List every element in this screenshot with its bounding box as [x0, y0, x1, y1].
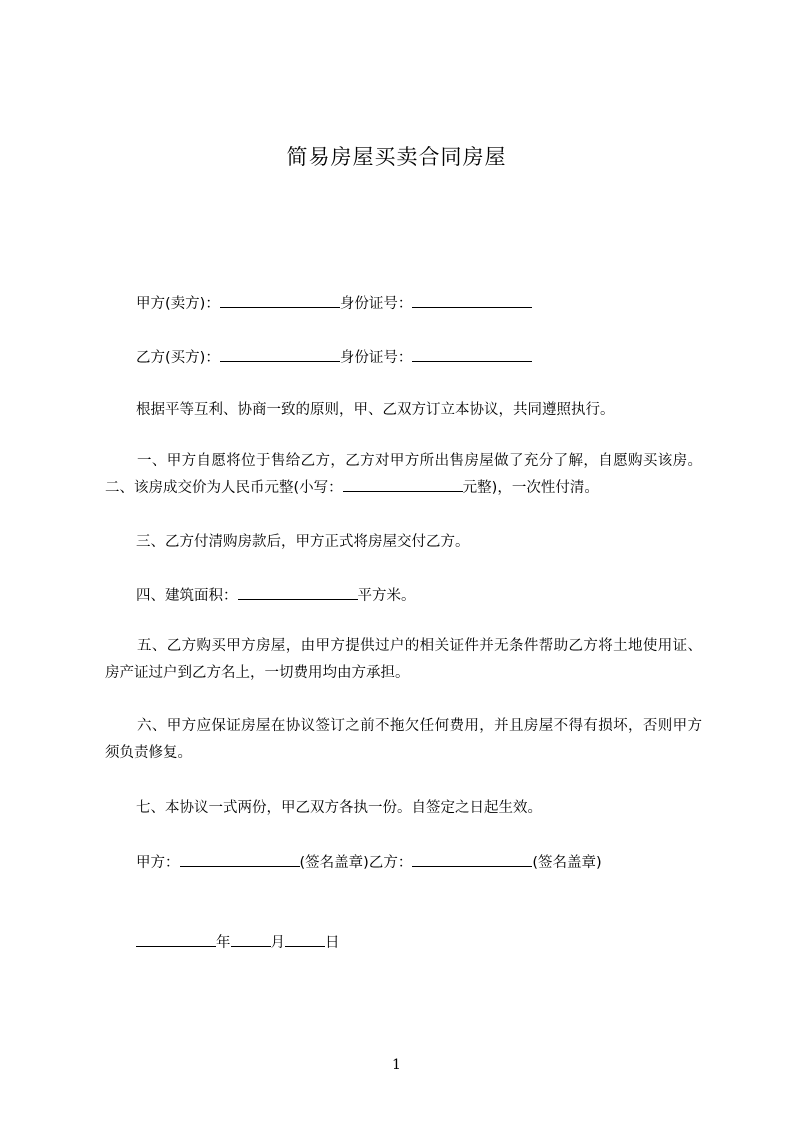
signature-party-b-label: 乙方： [368, 855, 413, 871]
signature-party-b-blank[interactable] [412, 851, 532, 867]
signature-line [136, 851, 602, 873]
clause-7: 七、本协议一式两份，甲乙双方各执一份。自签定之日起生效。 [136, 800, 542, 816]
party-a-id-blank[interactable] [412, 292, 532, 308]
clause-4-label: 四、建筑面积： [136, 588, 238, 604]
intro-text: 根据平等互利、协商一致的原则，甲、乙双方订立本协议，共同遵照执行。 [136, 402, 615, 418]
signature-party-a-note: (签名盖章) [299, 855, 369, 871]
date-year-label: 年 [216, 935, 231, 951]
area-blank[interactable] [238, 584, 358, 600]
date-month-label: 月 [270, 935, 285, 951]
party-a-line [136, 292, 532, 314]
party-b-label: 乙方(买方)： [136, 350, 220, 366]
clause-4 [136, 584, 416, 606]
clause-6: 六、甲方应保证房屋在协议签订之前不拖欠任何费用，并且房屋不得有损坏，否则甲方须负责修复。 [105, 718, 702, 761]
signature-party-a-label: 甲方： [136, 855, 180, 871]
document-title: 简易房屋买卖合同房屋 [286, 145, 507, 169]
party-b-name-blank[interactable] [220, 346, 340, 362]
party-a-label: 甲方(卖方)： [136, 296, 220, 312]
date-line [136, 931, 340, 953]
page-number: 1 [392, 1057, 401, 1073]
clause-1-2 [105, 448, 702, 502]
clause-1-2-text: 一、甲方自愿将位于售给乙方，乙方对甲方所出售房屋做了充分了解，自愿购买该房。二、该房成交价为人民币元整(小写： [105, 453, 702, 496]
clause-5: 五、乙方购买甲方房屋，由甲方提供过户的相关证件并无条件帮助乙方将土地使用证、房产证过户到乙方名上，一切费用均由方承担。 [105, 638, 702, 681]
signature-party-b-note: (签名盖章) [532, 855, 602, 871]
clause-4-unit: 平方米。 [357, 588, 416, 604]
date-month-blank[interactable] [231, 931, 271, 947]
party-a-id-label: 身份证号： [339, 296, 413, 312]
date-year-blank[interactable] [136, 931, 216, 947]
party-b-id-blank[interactable] [412, 346, 532, 362]
party-b-line [136, 346, 532, 368]
signature-party-a-blank[interactable] [180, 851, 300, 867]
price-numeric-blank[interactable] [343, 476, 463, 492]
date-day-label: 日 [325, 935, 340, 951]
party-b-id-label: 身份证号： [339, 350, 413, 366]
clause-3: 三、乙方付清购房款后，甲方正式将房屋交付乙方。 [136, 534, 470, 550]
party-a-name-blank[interactable] [220, 292, 340, 308]
date-day-blank[interactable] [285, 931, 325, 947]
clause-1-2-tail: 元整)，一次性付清。 [462, 480, 599, 496]
